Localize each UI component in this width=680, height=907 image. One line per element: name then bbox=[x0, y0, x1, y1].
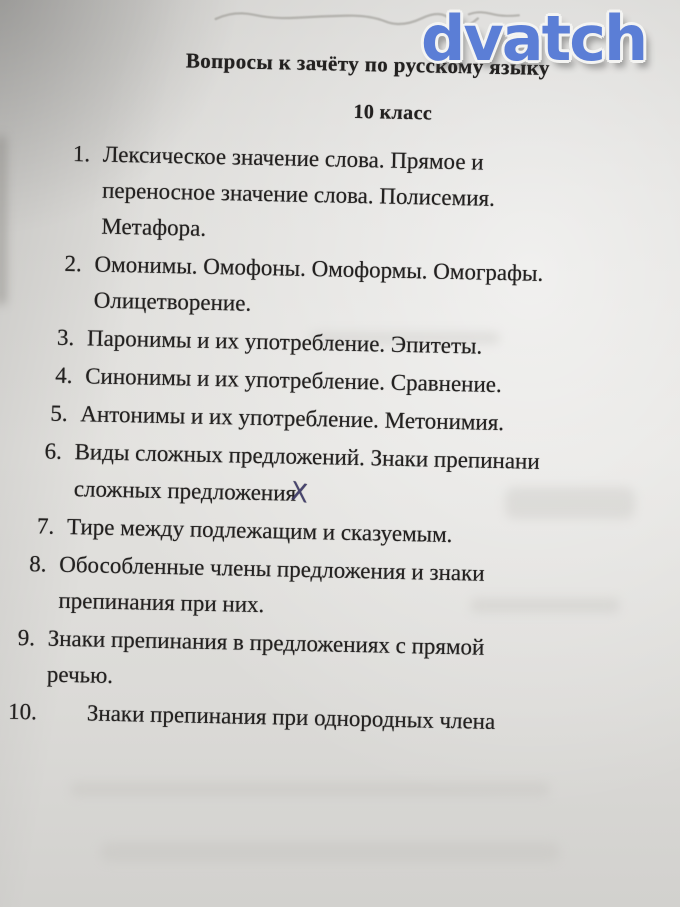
item-text-line: Омонимы. Омофоны. Омоформы. Омографы. bbox=[94, 251, 544, 286]
list-item-1 bbox=[71, 136, 680, 259]
item-text bbox=[93, 246, 680, 332]
item-text-fragment: сложных предложения bbox=[73, 476, 297, 506]
page-title: Вопросы к зачёту по русскому языку bbox=[185, 48, 551, 80]
item-number: 3. bbox=[56, 324, 75, 351]
item-text-line: переносное значение слова. Полисемия. bbox=[101, 177, 496, 211]
item-text-line: препинания при них. bbox=[58, 587, 265, 618]
item-text-line: Лексическое значение слова. Прямое и bbox=[102, 141, 484, 175]
item-text-line: Виды сложных предложений. Знаки препинани bbox=[74, 439, 540, 474]
item-number: 4. bbox=[54, 362, 73, 389]
list-item-9 bbox=[17, 620, 680, 707]
item-text-line: Метафора. bbox=[101, 213, 207, 241]
item-text bbox=[58, 547, 680, 634]
list-item-2 bbox=[63, 246, 680, 333]
list-item-8 bbox=[28, 546, 680, 633]
item-number: 1. bbox=[72, 141, 91, 167]
item-text bbox=[73, 434, 680, 521]
item-text-line: Синонимы и их употребление. Сравнение. bbox=[84, 363, 503, 398]
item-number: 8. bbox=[29, 551, 47, 577]
grade-subtitle: 10 класс bbox=[353, 100, 433, 125]
item-text-line: Знаки препинания в предложениях с прямой bbox=[47, 625, 485, 660]
item-text-line: Тире между подлежащим и сказуемым. bbox=[66, 513, 453, 548]
dvatch-watermark: dvatch bbox=[421, 2, 647, 75]
item-number: 6. bbox=[44, 438, 63, 464]
item-number: 2. bbox=[64, 250, 83, 277]
item-text-line: речью. bbox=[46, 661, 114, 688]
item-text-line: Антонимы и их употребление. Метонимия. bbox=[80, 401, 505, 436]
item-text-line: Паронимы и их употребление. Эпитеты. bbox=[86, 325, 483, 359]
item-text bbox=[47, 621, 680, 708]
item-number: 9. bbox=[17, 624, 36, 651]
item-text-line: Знаки препинания при однородных члена bbox=[86, 700, 496, 734]
item-text-line: Обособленные члены предложения и знаки bbox=[59, 551, 485, 586]
question-list bbox=[0, 134, 680, 747]
handwritten-pen-mark: Х bbox=[290, 475, 309, 509]
item-number: 7. bbox=[36, 513, 55, 539]
item-number: 10. bbox=[7, 698, 38, 725]
item-text bbox=[101, 137, 680, 259]
item-text-line: Олицетворение. bbox=[93, 287, 252, 316]
item-number: 5. bbox=[50, 400, 68, 426]
list-item-6 bbox=[43, 433, 680, 521]
